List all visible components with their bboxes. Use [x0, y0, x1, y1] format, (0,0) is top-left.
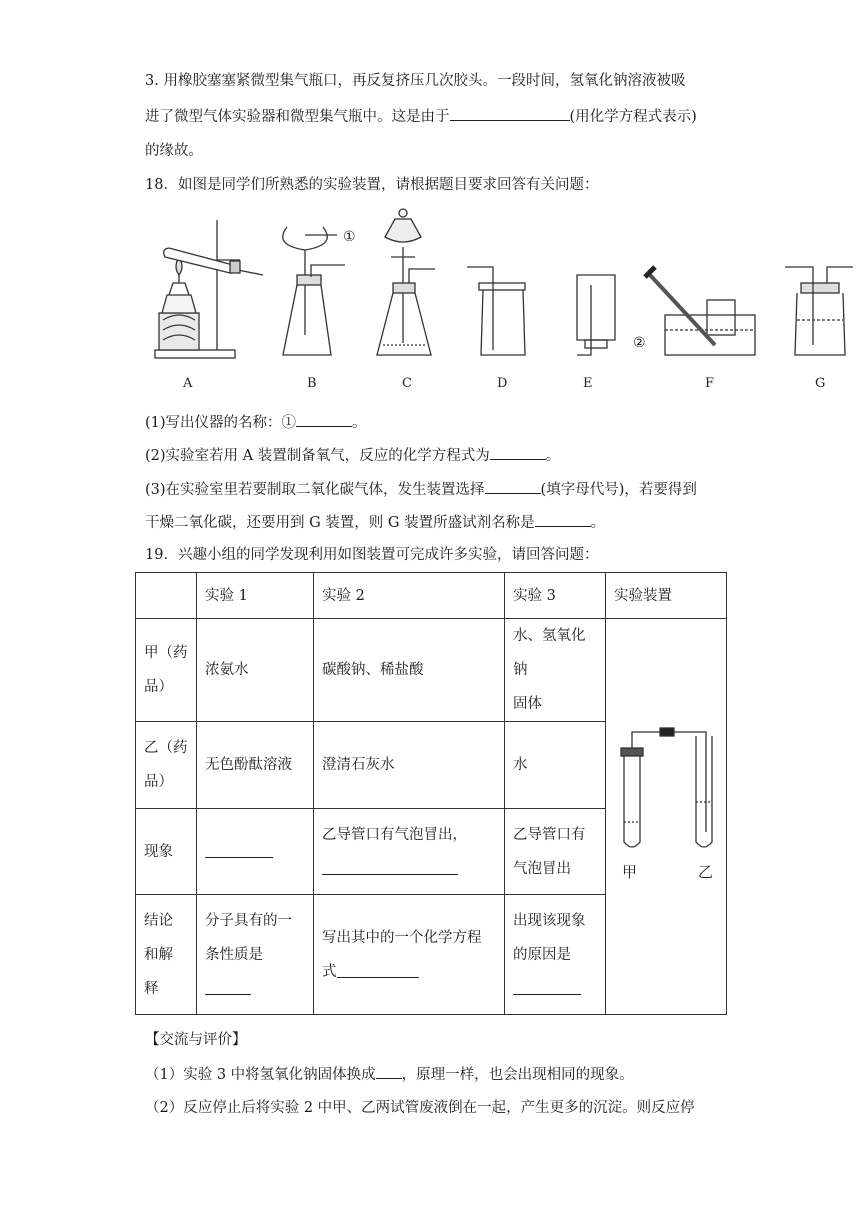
marker-2: ②: [633, 335, 646, 351]
text: 乙（药: [144, 740, 188, 756]
discussion-item1: [145, 1064, 634, 1085]
text: 【交流与评价】: [145, 1032, 247, 1048]
discussion-title: [145, 1030, 247, 1050]
text: 甲（药: [144, 645, 188, 661]
label-g: G: [815, 376, 826, 391]
text: 释: [144, 980, 159, 997]
q18-sub1: [145, 412, 367, 433]
label-yi: 乙: [698, 862, 714, 881]
answer-blank[interactable]: [490, 445, 546, 460]
q18-sub3-line1: [145, 479, 697, 500]
apparatus-f: [645, 267, 755, 355]
text: 出现该现象: [513, 912, 586, 929]
row-label: 现象: [136, 809, 197, 895]
text: 的缘故。: [145, 143, 203, 159]
text: （1）实验 3 中将氢氧化钠固体换成: [145, 1067, 376, 1083]
text: 和解: [144, 946, 173, 963]
row-label: [136, 619, 197, 722]
label-a: A: [183, 376, 193, 391]
text: 品）: [144, 679, 173, 695]
label-d: D: [497, 376, 508, 391]
q17-p3-line1: [145, 71, 685, 91]
header-cell: 实验 1: [197, 573, 314, 619]
label-f: F: [705, 376, 715, 391]
text: 。: [545, 448, 561, 464]
text: 的原因是: [513, 946, 571, 963]
text: 分子具有的一: [205, 912, 292, 929]
discussion-item2: [145, 1098, 695, 1118]
answer-blank[interactable]: [296, 412, 352, 427]
cell: 水: [505, 722, 606, 809]
cell: 碳酸钠、稀盐酸: [314, 619, 505, 722]
label-e: E: [583, 376, 593, 391]
apparatus-e: [577, 275, 615, 355]
cell: [314, 895, 505, 1015]
cell: [197, 809, 314, 895]
text: 品）: [144, 774, 173, 790]
text: 固体: [513, 696, 542, 712]
q17-p3-line3: [145, 141, 203, 161]
header-cell: 实验 3: [505, 573, 606, 619]
row-label: [136, 722, 197, 809]
cell: 无色酚酞溶液: [197, 722, 314, 809]
answer-blank[interactable]: [205, 845, 273, 858]
text: (3)在实验室里若要制取二氧化碳气体，发生装置选择: [145, 482, 485, 498]
apparatus-b: [283, 227, 345, 355]
q19-apparatus: [606, 632, 726, 1002]
text: 。: [352, 415, 367, 431]
q19-intro: [145, 545, 598, 565]
cell: [197, 895, 314, 1015]
text: (1)写出仪器的名称：①: [145, 415, 297, 431]
header-cell: 实验 2: [314, 573, 505, 619]
text: 条性质是: [205, 946, 263, 963]
cell: 浓氨水: [197, 619, 314, 722]
table-row-jia: [136, 619, 727, 722]
answer-blank[interactable]: [485, 479, 541, 494]
q18-sub3-line2: [145, 512, 605, 533]
apparatus-c: [377, 209, 435, 355]
apparatus-cell: [606, 619, 727, 1015]
answer-blank[interactable]: [450, 106, 570, 121]
text: (用化学方程式表示): [569, 109, 697, 125]
text: 水、氢氧化钠: [513, 628, 586, 678]
text: 乙导管口有: [513, 826, 586, 843]
cell: [505, 619, 606, 722]
text: 气泡冒出: [513, 860, 571, 877]
text: 式: [322, 963, 337, 980]
text: 18．如图是同学们所熟悉的实验装置，请根据题目要求回答有关问题：: [145, 177, 599, 193]
table-row-header: [136, 573, 727, 619]
apparatus-a: [155, 220, 263, 358]
q18-apparatus-figure: [145, 205, 860, 395]
answer-blank[interactable]: [535, 512, 591, 527]
q18-intro: [145, 175, 598, 195]
label-c: C: [402, 376, 412, 391]
label-jia: 甲: [622, 862, 638, 881]
text: 写出其中的一个化学方程: [322, 929, 482, 946]
text: 干燥二氧化碳，还要用到 G 装置，则 G 装置所盛试剂名称是: [145, 515, 535, 531]
text: (2)实验室若用 A 装置制备氧气，反应的化学方程式为: [145, 448, 490, 464]
q18-sub2: [145, 445, 560, 466]
text: 乙导管口有气泡冒出，: [322, 826, 467, 843]
answer-blank[interactable]: [337, 965, 419, 978]
text: (填字母代号)，若要得到: [540, 482, 697, 498]
text: 19．兴趣小组的同学发现利用如图装置可完成许多实验，请回答问题：: [145, 547, 599, 563]
answer-blank[interactable]: [513, 982, 581, 995]
header-cell: [136, 573, 197, 619]
marker-1: ①: [343, 229, 356, 245]
cell: [505, 895, 606, 1015]
text: （2）反应停止后将实验 2 中甲、乙两试管废液倒在一起，产生更多的沉淀。则反应停: [145, 1100, 695, 1116]
answer-blank[interactable]: [376, 1064, 402, 1079]
cell: [505, 809, 606, 895]
text: ，原理一样，也会出现相同的现象。: [401, 1067, 634, 1083]
q19-table: [135, 572, 727, 1015]
answer-blank[interactable]: [322, 862, 458, 875]
apparatus-g: [785, 267, 853, 355]
text: 3. 用橡胶塞塞紧微型集气瓶口，再反复挤压几次胶头。一段时间，氢氧化钠溶液被吸: [145, 73, 686, 89]
text: 。: [590, 515, 606, 531]
text: 进了微型气体实验器和微型集气瓶中。这是由于: [145, 109, 450, 125]
apparatus-d: [467, 267, 525, 355]
q17-p3-line2: [145, 106, 697, 127]
header-cell: 实验装置: [606, 573, 727, 619]
cell: [314, 809, 505, 895]
label-b: B: [307, 376, 317, 391]
row-label: [136, 895, 197, 1015]
cell: 澄清石灰水: [314, 722, 505, 809]
text: 结论: [144, 912, 173, 929]
answer-blank[interactable]: [205, 982, 251, 995]
